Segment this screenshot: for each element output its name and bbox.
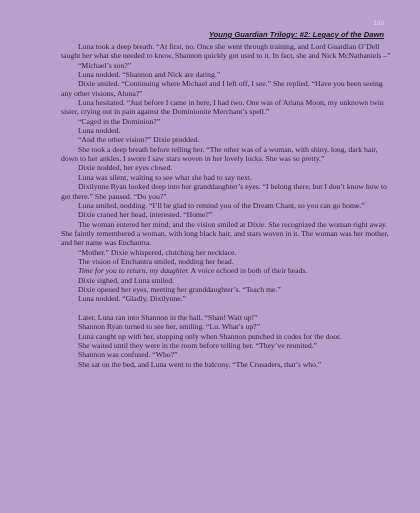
- paragraph-text: The woman entered her mind, and the vision smiled at Dixie. She recognized the woman right away. She faintly remembered a woman, with long black hair, and stars woven in it. The woman was her mother, and her name was Enchantra.: [61, 219, 389, 248]
- paragraph: [61, 294, 391, 303]
- paragraph: [61, 341, 391, 350]
- paragraph: [61, 126, 391, 135]
- paragraph-text: Dixie nodded, her eyes closed.: [78, 163, 173, 173]
- paragraph-text: “Mother.” Dixie whispered, clutching her necklace.: [78, 247, 237, 257]
- paragraph-text: A voice echoed in both of their heads.: [189, 266, 308, 276]
- paragraph-text: Luna hesitated. “Just before I came in here, I had two. One was of Ariana Moon, my unknown twin sister, crying out in pain against the Dominionite Merchant’s spell.”: [61, 98, 384, 117]
- paragraph-text: Later, Luna ran into Shannon in the hall. “Shan! Wait up!”: [78, 312, 258, 322]
- paragraph-text: Shannon was confused. “Who?”: [78, 350, 178, 360]
- paragraph-text: Dixie opened her eyes, meeting her granddaughter’s. “Teach me.”: [78, 284, 281, 294]
- paragraph: [61, 210, 391, 219]
- paragraph-text: Luna nodded.: [78, 126, 121, 136]
- paragraph: [61, 163, 391, 172]
- italic-phrase: Time for you to return, my daughter.: [78, 266, 190, 276]
- paragraph-text: She sat on the bed, and Luna went to the balcony. “The Crusaders, that’s who.”: [78, 359, 322, 369]
- paragraph-text: “Michael’s son?”: [78, 60, 132, 70]
- paragraph: [61, 313, 391, 322]
- paragraph-text: Luna nodded. “Shannon and Nick are dating.”: [78, 70, 221, 80]
- paragraph: [61, 98, 391, 117]
- paragraph: [61, 332, 391, 341]
- paragraph: [61, 285, 391, 294]
- paragraph: [61, 220, 391, 248]
- paragraph: [61, 266, 391, 275]
- body-text: [61, 42, 391, 369]
- page-number: 100: [373, 21, 384, 27]
- paragraph-text: She waited until they were in the room before telling her. “They’ve reunited.”: [78, 341, 318, 350]
- paragraph-text: Dixie smiled. “Continuing where Michael and I left off, I see.” She replied. “Have you been seeing any other visions, Aluna?”: [61, 79, 383, 98]
- paragraph: [61, 79, 391, 98]
- paragraph: [61, 201, 391, 210]
- paragraph: [61, 70, 391, 79]
- paragraph: [61, 350, 391, 359]
- paragraph: [61, 257, 391, 266]
- paragraph-text: Dixilynne Ryan looked deep into her granddaughter’s eyes. “I belong there, but I don’t know how to get there.” She paused. “Do you?”: [61, 182, 387, 201]
- paragraph-text: Shannon Ryan turned to see her, smiling. “Lu. What’s up?”: [78, 322, 260, 332]
- paragraph: [61, 42, 391, 61]
- paragraph: [61, 182, 391, 201]
- paragraph: [61, 360, 391, 369]
- paragraph: [61, 173, 391, 182]
- paragraph-text: Luna was silent, waiting to see what she had to say next.: [78, 172, 252, 182]
- paragraph: [61, 322, 391, 331]
- paragraph-text: Luna nodded. “Gladly, Dixilynne.”: [78, 294, 186, 304]
- paragraph: [61, 61, 391, 70]
- paragraph-text: The vision of Enchantra smiled, nodding her head.: [78, 256, 234, 266]
- paragraph-text: She took a deep breath before telling her. “The other was of a woman, with shiny, long, dark hair, down to her ankles. I swore I saw stars woven in her lovely locks. She was so pretty.”: [61, 144, 378, 164]
- paragraph-text: “And the other vision?” Dixie prodded.: [78, 135, 200, 145]
- paragraph-text: Dixie sighed, and Luna smiled.: [78, 275, 175, 285]
- paragraph: [61, 248, 391, 257]
- running-header: Young Guardian Trilogy: #2: Legacy of the Dawn: [208, 30, 384, 39]
- paragraph: [61, 276, 391, 285]
- paragraph-text: Luna smiled, nodding. “I’ll be glad to remind you of the Dream Chant, so you can go home.”: [78, 200, 365, 210]
- paragraph: [61, 135, 391, 144]
- paragraph-text: Luna took a deep breath. “At first, no. Once she went through training, and Lord Guardian O’Dell taught her what she needed to know, Shannon quickly got used to it. In fact, she and Nick McNathaniels –”: [61, 42, 391, 61]
- paragraph: [61, 117, 391, 126]
- paragraph-text: “Caged in the Dominion?”: [78, 116, 161, 126]
- paragraph: [61, 145, 391, 164]
- paragraph-text: Luna caught up with her, stopping only when Shannon punched in codes for the door.: [78, 331, 342, 341]
- paragraph-text: Dixie craned her head, interested. “Home?”: [78, 210, 213, 220]
